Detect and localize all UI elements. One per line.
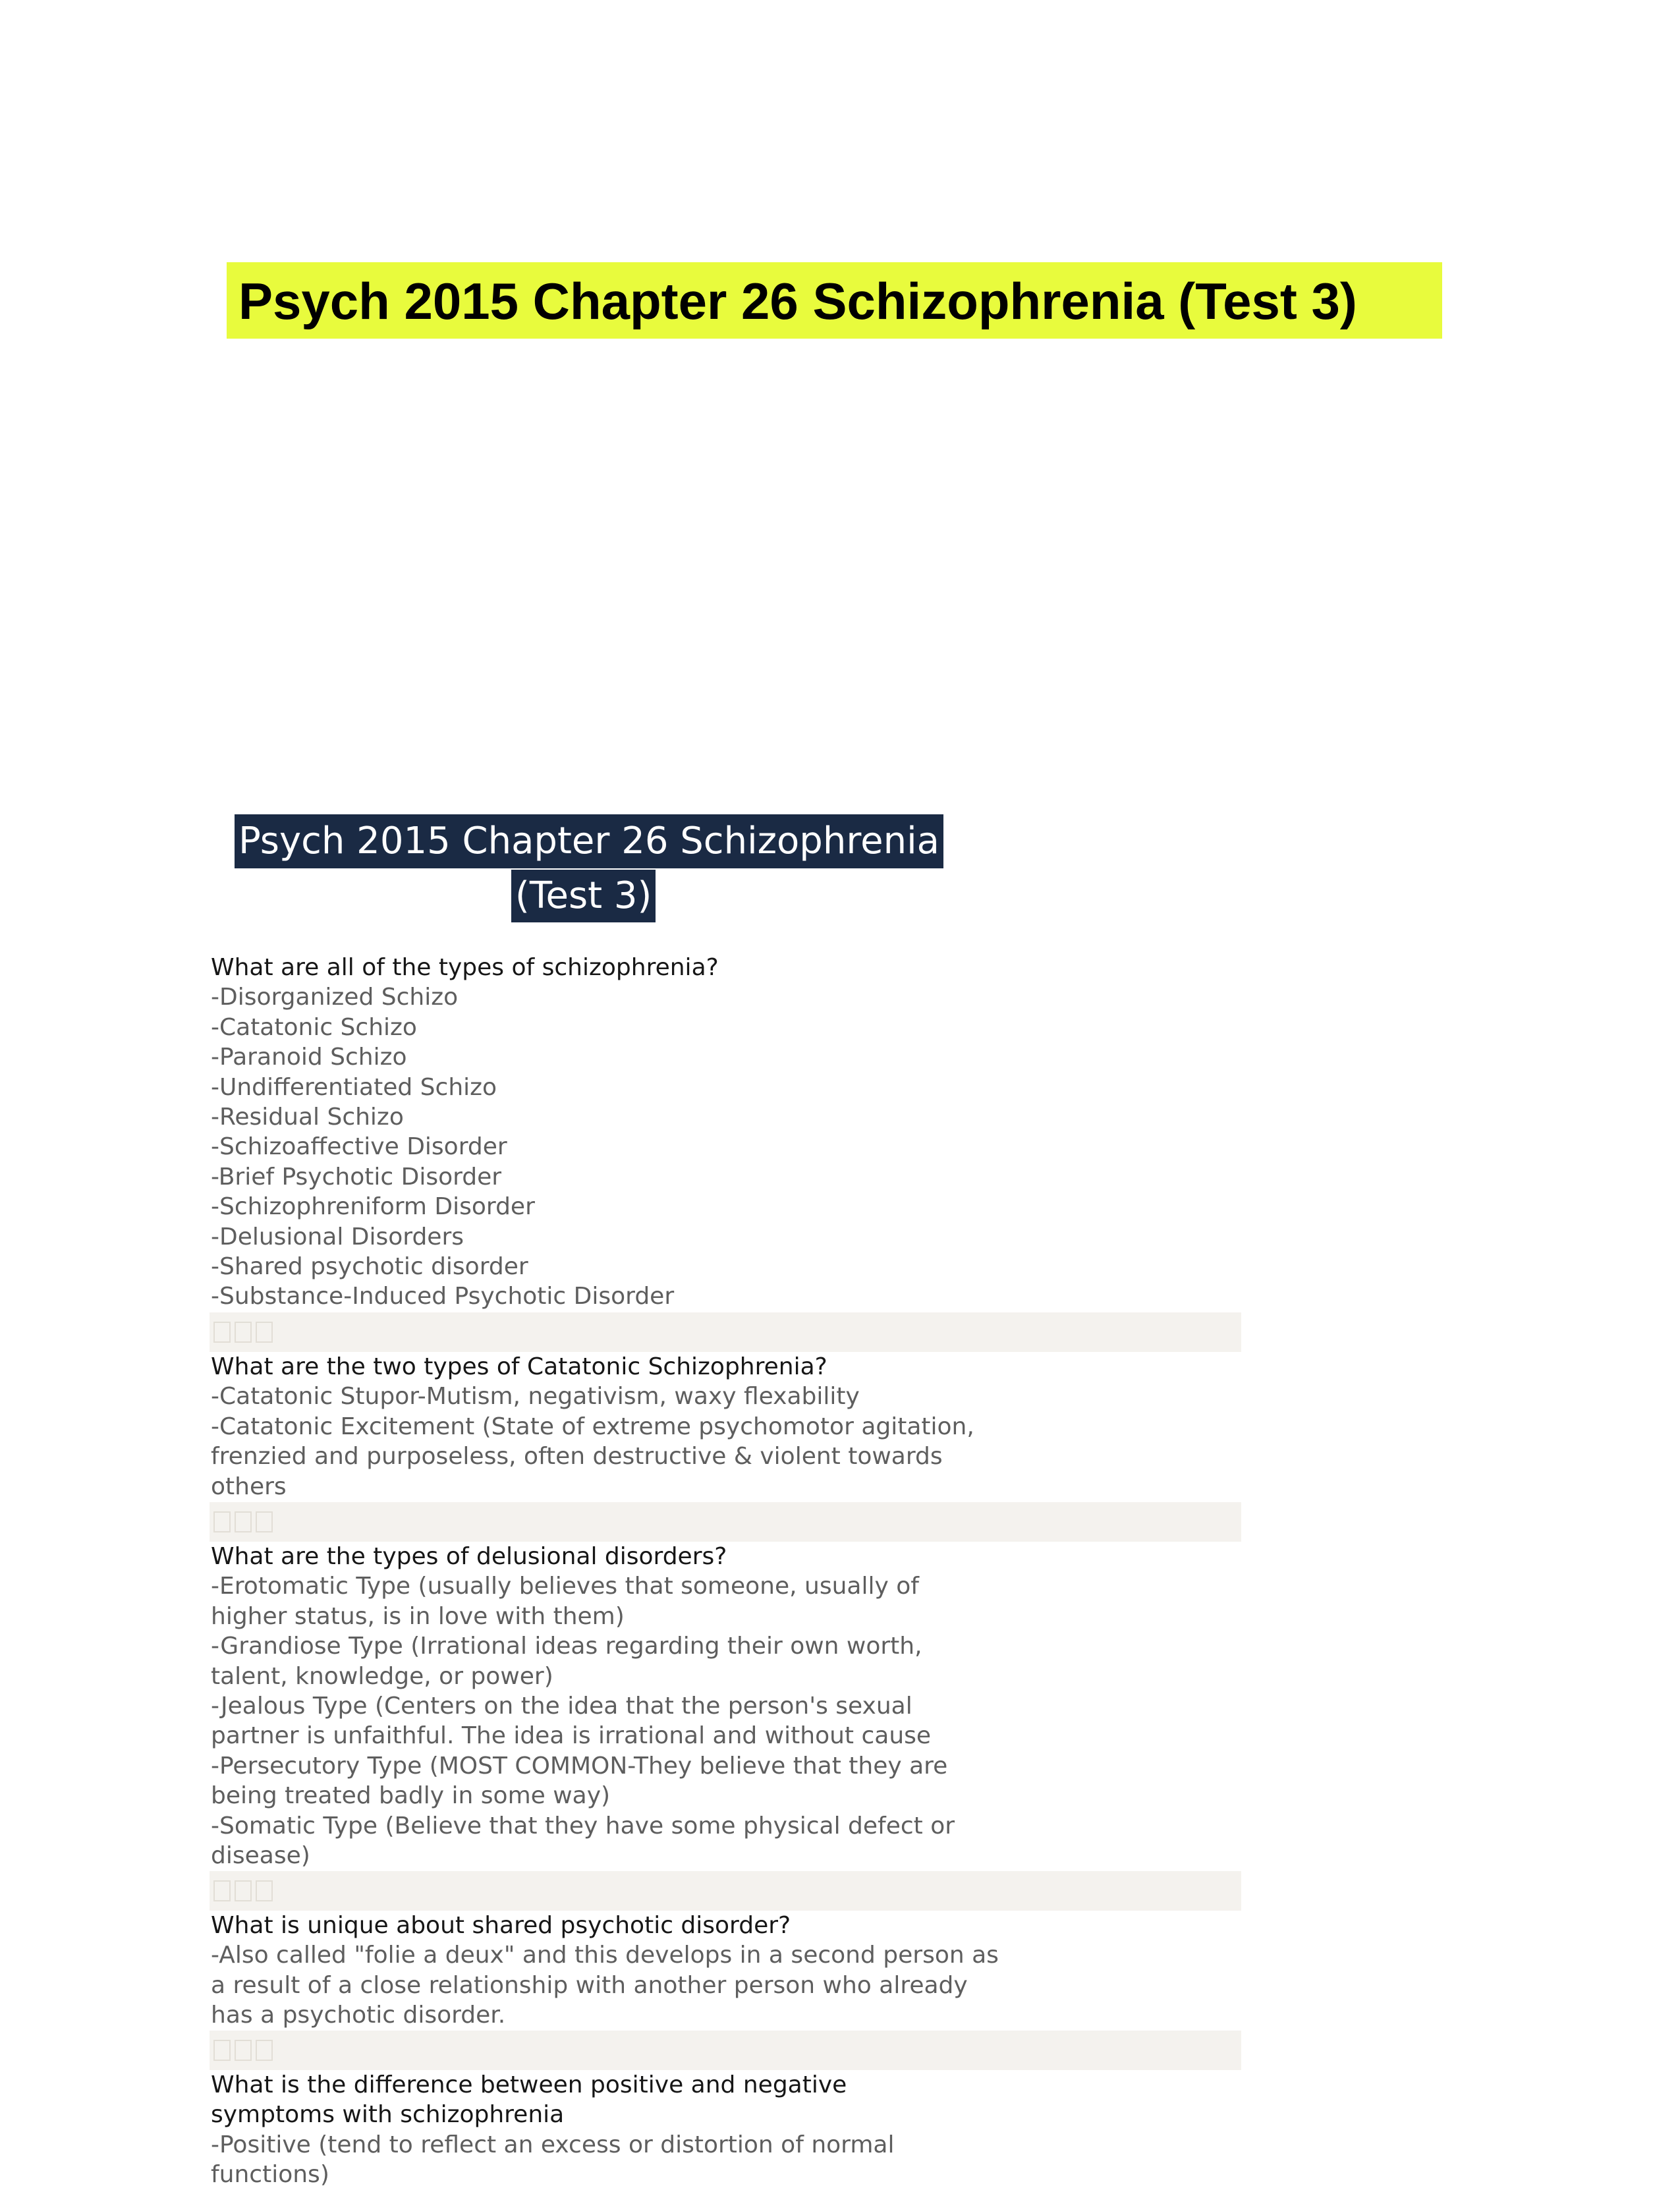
card-separator (210, 1502, 1241, 1542)
card-1 (211, 953, 1239, 1312)
answer-line: -Catatonic Schizo (211, 1013, 417, 1041)
box-glyph-icon (235, 1322, 252, 1343)
answer-line: -Schizophreniform Disorder (211, 1193, 535, 1221)
answer-line: -Brief Psychotic Disorder (211, 1163, 502, 1191)
answer-line: functions) (211, 2161, 329, 2189)
answer-line: a result of a close relationship with another person who already (211, 1971, 968, 1999)
answer-line: -Erotomatic Type (usually believes that someone, usually of (211, 1573, 919, 1600)
box-glyph-icon (235, 2040, 252, 2061)
answer-line: -Jealous Type (Centers on the idea that the person's sexual (211, 1693, 912, 1720)
card-question: What are all of the types of schizophrenia? (211, 954, 719, 981)
answer-line: -Residual Schizo (211, 1104, 404, 1131)
answer-line: others (211, 1473, 287, 1500)
answer-line: -Somatic Type (Believe that they have some physical defect or (211, 1812, 955, 1839)
box-glyph-icon (235, 1880, 252, 1901)
box-glyph-icon (213, 1511, 231, 1532)
answer-line: has a psychotic disorder. (211, 2002, 506, 2029)
answer-line: talent, knowledge, or power) (211, 1662, 553, 1690)
answer-line: -Shared psychotic disorder (211, 1253, 528, 1281)
answer-line: frenzied and purposeless, often destructive & violent towards (211, 1443, 943, 1471)
box-glyph-icon (256, 2040, 273, 2061)
scan-title-line2: (Test 3) (511, 870, 656, 922)
box-glyph-icon (213, 1880, 231, 1901)
box-glyph-icon (213, 2040, 231, 2061)
answer-line: -Schizoaffective Disorder (211, 1133, 507, 1161)
card-question: What is unique about shared psychotic disorder? (211, 1912, 791, 1939)
box-glyph-icon (213, 1322, 231, 1343)
card-separator (210, 2031, 1241, 2070)
card-3 (211, 1542, 1239, 1870)
answer-line: -Disorganized Schizo (211, 984, 459, 1011)
answer-line: -Also called "folie a deux" and this develops in a second person as (211, 1942, 999, 1969)
answer-line: -Paranoid Schizo (211, 1044, 407, 1071)
answer-line: -Positive (tend to reflect an excess or distortion of normal (211, 2131, 895, 2158)
answer-line: -Delusional Disorders (211, 1223, 464, 1250)
answer-line: -Catatonic Stupor-Mutism, negativism, waxy flexability (211, 1383, 860, 1411)
card-5 (211, 2070, 1239, 2190)
card-question: symptoms with schizophrenia (211, 2101, 565, 2129)
page-title: Psych 2015 Chapter 26 Schizophrenia (Test 3) (238, 272, 1357, 330)
answer-line: -Grandiose Type (Irrational ideas regarding their own worth, (211, 1633, 922, 1660)
card-separator (210, 1871, 1241, 1911)
card-question: What are the two types of Catatonic Schizophrenia? (211, 1353, 827, 1380)
box-glyph-icon (256, 1322, 273, 1343)
title-highlight (227, 262, 1442, 339)
box-glyph-icon (235, 1511, 252, 1532)
answer-line: partner is unfaithful. The idea is irrational and without cause (211, 1722, 932, 1750)
scan-title-line1: Psych 2015 Chapter 26 Schizophrenia (235, 814, 943, 868)
answer-line: being treated badly in some way) (211, 1782, 611, 1810)
card-2 (211, 1352, 1239, 1502)
answer-line: -Catatonic Excitement (State of extreme psychomotor agitation, (211, 1413, 974, 1440)
card-question: What are the types of delusional disorders? (211, 1543, 727, 1570)
answer-line: -Substance-Induced Psychotic Disorder (211, 1283, 675, 1310)
answer-line: higher status, is in love with them) (211, 1602, 625, 1630)
card-4 (211, 1911, 1239, 2031)
card-separator (210, 1312, 1241, 1352)
card-question: What is the difference between positive and negative (211, 2071, 847, 2098)
answer-line: -Persecutory Type (MOST COMMON-They believe that they are (211, 1752, 948, 1780)
answer-line: -Undifferentiated Schizo (211, 1073, 497, 1101)
box-glyph-icon (256, 1511, 273, 1532)
box-glyph-icon (256, 1880, 273, 1901)
answer-line: disease) (211, 1842, 310, 1870)
